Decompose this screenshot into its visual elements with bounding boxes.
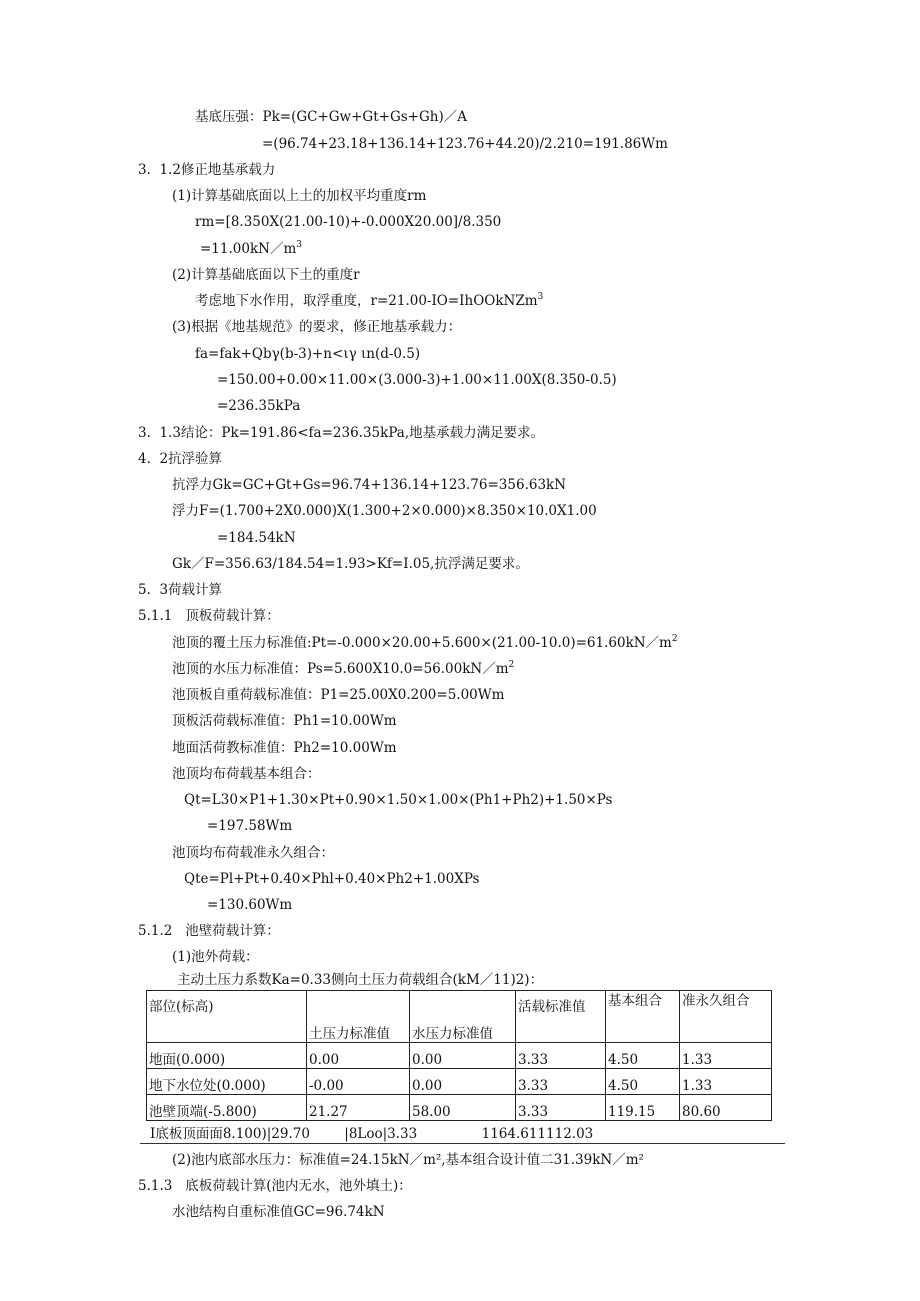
formula-line: 顶板活荷载标准值：Ph1=10.00Wm: [172, 713, 397, 729]
section-heading: 4. 2抗浮验算: [138, 451, 223, 467]
table-cell: -0.00: [307, 1069, 410, 1095]
section-heading: 3. 1.3结论：Pk=191.86<fa=236.35kPa,地基承载力满足要求。: [138, 425, 545, 441]
formula-line: 池顶的水压力标准值：$Ps=5.600X10.0=56.00kN/m^2$: [172, 660, 515, 677]
table-cell: 0.00: [307, 1043, 410, 1069]
formula-line: Qt=L30×P1+1.30×Pt+0.90×1.50×1.00×(Ph1+Ph2)+1.50×Ps: [184, 792, 613, 808]
formula-line: (2)池内底部水压力：标准值=24.15kN／m²,基本组合设计值二31.39kN／m²: [172, 1152, 644, 1168]
table-cell: 池壁顶端(-5.800): [147, 1095, 307, 1121]
formula-line: =150.00+0.00×11.00×(3.000-3)+1.00×11.00X(8.350-0.5): [217, 372, 617, 388]
result-line: =236.35kPa: [217, 398, 301, 414]
formula-line: 地面活荷教标准值：Ph2=10.00Wm: [172, 740, 397, 756]
formula-line: 抗浮力Gk=GC+Gt+Gs=96.74+136.14+123.76=356.63kN: [172, 477, 567, 493]
table-cell: 地面(0.000): [147, 1043, 307, 1069]
step-heading: (3)根据《地基规范》的要求，修正地基承载力：: [172, 319, 462, 335]
lateral-load-table: [146, 990, 772, 1121]
table-cell: 80.60: [680, 1095, 772, 1121]
formula-line: 水池结构自重标准值GC=96.74kN: [172, 1204, 385, 1220]
table-cell: 0.00: [410, 1043, 516, 1069]
header-cell: 活载标准值: [516, 991, 606, 1043]
header-cell: 水压力标准值: [410, 991, 516, 1043]
header-cell: 基本组合: [606, 991, 680, 1043]
header-cell: 部位(标高): [147, 991, 307, 1043]
table-bottom-rule: [140, 1143, 785, 1144]
subsection-heading: 5.1.1 顶板荷载计算：: [138, 608, 280, 624]
table-cell: 1.33: [680, 1043, 772, 1069]
formula-line: Qte=Pl+Pt+0.40×Phl+0.40×Ph2+1.00XPs: [184, 871, 480, 887]
subsection-heading: 5.1.3 底板荷载计算(池内无水，池外填土)：: [138, 1178, 412, 1194]
section-heading: 3. 1.2修正地基承载力: [138, 162, 276, 178]
conclusion-line: Gk／F=356.63/184.54=1.93>Kf=I.05,抗浮满足要求。: [172, 556, 529, 572]
base-pressure-value: =(96.74+23.18+136.14+123.76+44.20)/2.210=191.86Wm: [262, 136, 668, 152]
table-cell: 58.00: [410, 1095, 516, 1121]
garbled-table-row: I底板顶面面8.100)|29.70 |8Loo|3.33 1164.611112.03: [150, 1126, 594, 1142]
header-cell: 土压力标准值: [307, 991, 410, 1043]
table-cell: 119.15: [606, 1095, 680, 1121]
subsection-heading: 5.1.2 池壁荷载计算：: [138, 923, 280, 939]
table-cell: 4.50: [606, 1069, 680, 1095]
table-cell: 0.00: [410, 1069, 516, 1095]
table-caption: 主动土压力系数Ka=0.33侧向土压力荷载组合(kM／11)2)：: [177, 972, 544, 988]
section-heading: 5. 3荷载计算: [138, 582, 223, 598]
result-line: =130.60Wm: [207, 897, 293, 913]
formula-line: 池顶板自重荷载标准值：P1=25.00X0.200=5.00Wm: [172, 687, 505, 703]
table-cell: 4.50: [606, 1043, 680, 1069]
result-line: =184.54kN: [217, 530, 296, 546]
formula-line: rm=[8.350X(21.00-10)+-0.000X20.00]/8.350: [195, 214, 502, 230]
header-cell: 准永久组合: [680, 991, 772, 1043]
step-heading: 池顶均布荷载准永久组合：: [172, 845, 334, 861]
formula-line: 浮力F=(1.700+2X0.000)X(1.300+2×0.000)×8.350×10.0X1.00: [172, 503, 597, 519]
table-cell: 3.33: [516, 1069, 606, 1095]
step-heading: (2)计算基础底面以下土的重度r: [172, 267, 360, 283]
result-line: $=11.00kN/m^3$: [200, 240, 302, 257]
result-line: =197.58Wm: [207, 818, 293, 834]
table-row: [147, 1043, 772, 1069]
table-row: [147, 1069, 772, 1095]
table-cell: 3.33: [516, 1043, 606, 1069]
formula-line: 池顶的覆土压力标准值$:Pt=-0.000\times 20.00+5.600\times(21.00-10.0)=61.60kN/m^2$: [172, 634, 678, 651]
table-header-row: [147, 991, 772, 1043]
base-pressure-formula: 基底压强：Pk=(GC+Gw+Gt+Gs+Gh)／A: [195, 109, 467, 125]
step-heading: (1)池外荷载：: [172, 949, 259, 965]
table-cell: 21.27: [307, 1095, 410, 1121]
formula-line: 考虑地下水作用，取浮重度，r=21.00-IO=IhOOkNZm$^3$: [195, 292, 544, 309]
formula-line: fa=fak+Qbγ(b-3)+n<ιγ ιn(d-0.5): [195, 346, 421, 362]
step-heading: (1)计算基础底面以上土的加权平均重度rm: [172, 188, 427, 204]
table-cell: 1.33: [680, 1069, 772, 1095]
table-row: [147, 1095, 772, 1121]
table-cell: 3.33: [516, 1095, 606, 1121]
table-cell: 地下水位处(0.000): [147, 1069, 307, 1095]
step-heading: 池顶均布荷载基本组合：: [172, 766, 321, 782]
